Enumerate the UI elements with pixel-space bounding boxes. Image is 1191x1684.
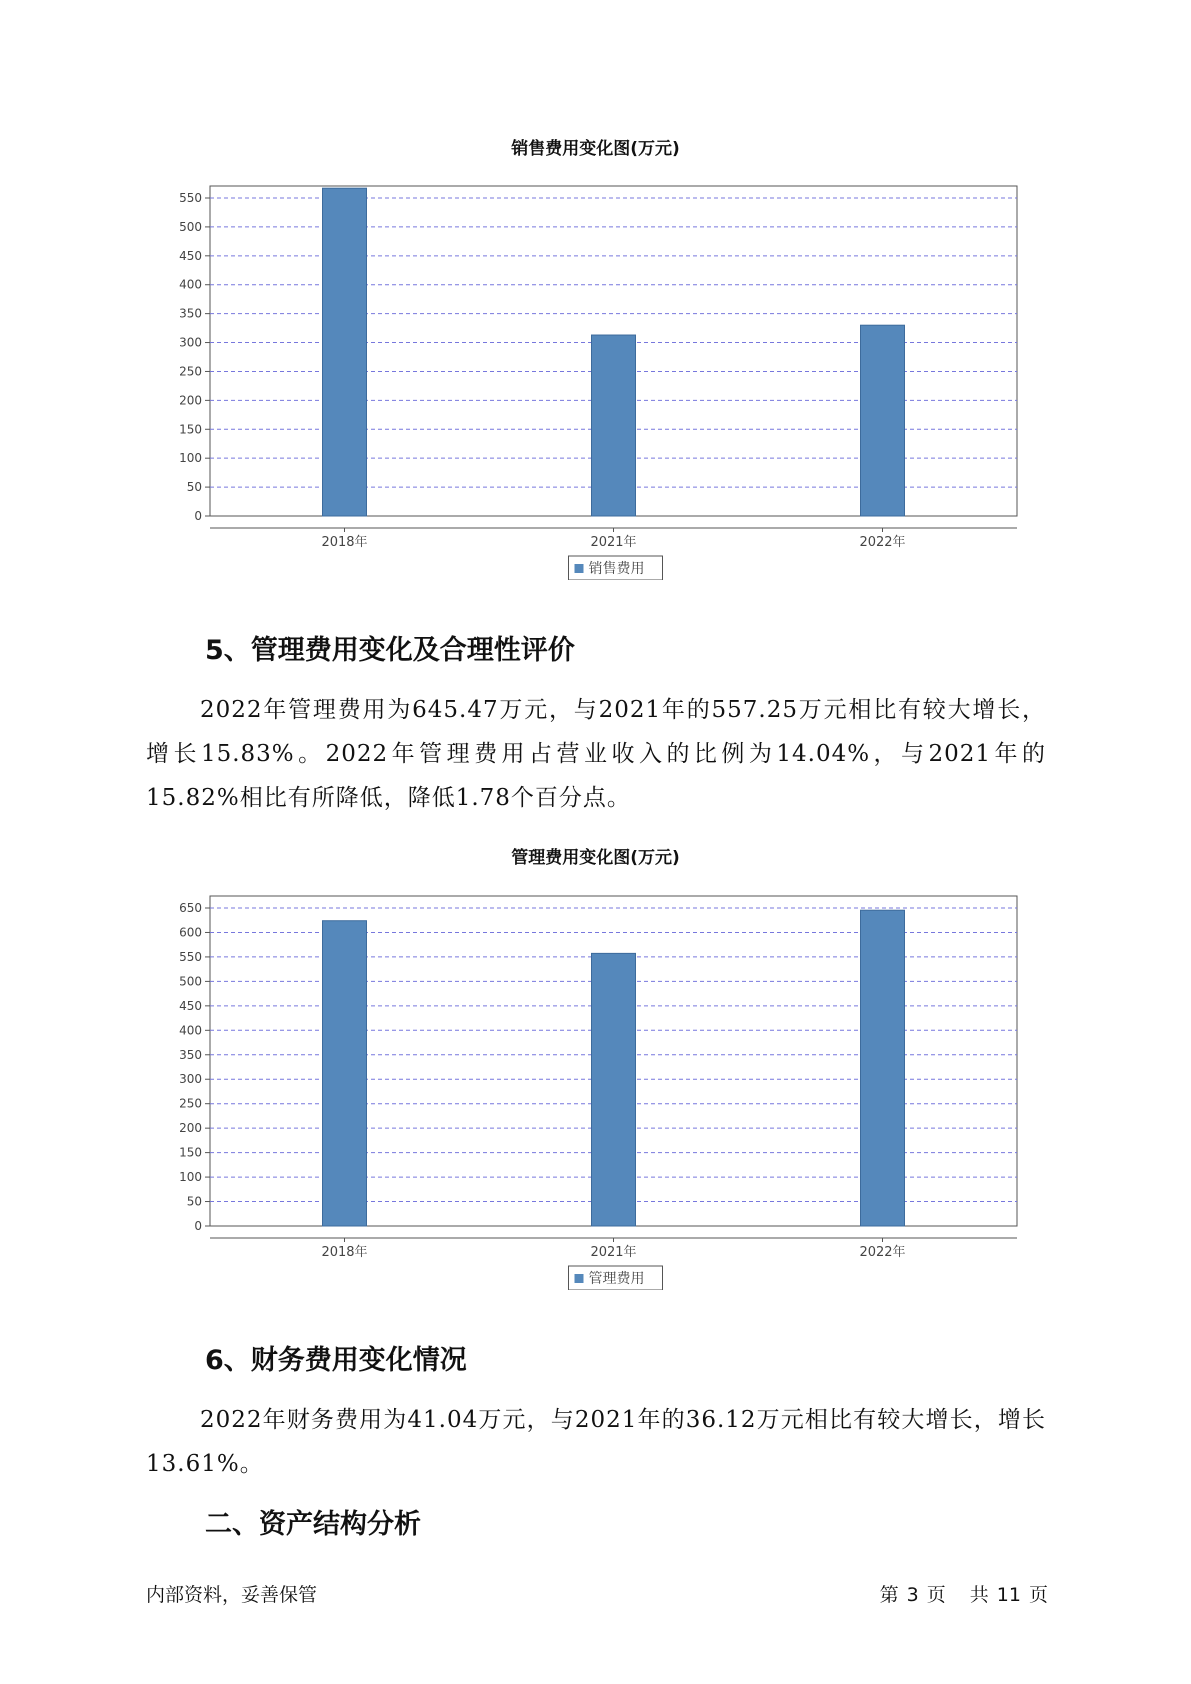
y-tick-label: 50	[186, 1194, 202, 1209]
y-tick-label: 500	[179, 219, 202, 234]
y-tick-label: 200	[179, 1121, 202, 1136]
y-tick-label: 550	[179, 191, 202, 205]
y-tick-label: 450	[179, 998, 202, 1013]
x-tick-label: 2018年	[321, 1245, 368, 1260]
y-tick-label: 500	[179, 974, 202, 989]
y-tick-label: 250	[179, 364, 202, 379]
admin-expense-chart	[0, 880, 1191, 1290]
x-tick-label: 2022年	[859, 1245, 906, 1260]
y-tick-label: 100	[179, 451, 202, 466]
x-tick-label: 2021年	[590, 535, 637, 550]
bar	[861, 325, 905, 516]
y-tick-label: 150	[179, 422, 202, 437]
y-tick-label: 50	[186, 480, 202, 495]
y-tick-label: 150	[179, 1145, 202, 1160]
y-tick-label: 300	[179, 1072, 202, 1087]
x-tick-label: 2018年	[321, 535, 368, 550]
y-tick-label: 350	[179, 306, 202, 321]
legend-label: 管理费用	[588, 1271, 645, 1287]
footer-total-label-2: 页	[1028, 1584, 1048, 1606]
x-tick-label: 2022年	[859, 535, 906, 550]
section-6-heading: 6、财务费用变化情况	[205, 1345, 467, 1376]
admin-chart-title: 管理费用变化图(万元)	[511, 848, 680, 868]
bar	[323, 188, 367, 516]
y-tick-label: 450	[179, 248, 202, 263]
sales-chart-title: 销售费用变化图(万元)	[511, 139, 680, 159]
y-tick-label: 300	[179, 335, 202, 350]
footer-page-num: 3	[906, 1584, 919, 1606]
bar	[861, 910, 905, 1226]
section-two-heading: 二、资产结构分析	[205, 1509, 421, 1540]
section-6-paragraph: 2022年财务费用为41.04万元，与2021年的36.12万元相比有较大增长，增长13.61%。	[146, 1407, 1046, 1477]
footer-total-num: 11	[996, 1584, 1021, 1606]
y-tick-label: 400	[179, 277, 202, 292]
bar	[323, 921, 367, 1226]
footer-confidential-note: 内部资料，妥善保管	[146, 1584, 318, 1606]
y-tick-label: 0	[194, 1219, 202, 1233]
legend-swatch	[575, 564, 584, 573]
footer-total-label-1: 共	[969, 1584, 989, 1606]
bar	[592, 335, 636, 516]
x-tick-label: 2021年	[590, 1245, 637, 1260]
footer-page-label-2: 页	[926, 1584, 946, 1606]
legend-swatch	[575, 1274, 584, 1283]
section-5-heading: 5、管理费用变化及合理性评价	[205, 635, 575, 666]
bar	[592, 953, 636, 1226]
footer-page-number	[872, 1580, 1048, 1607]
y-tick-label: 0	[194, 509, 202, 523]
y-tick-label: 400	[179, 1023, 202, 1038]
legend-label: 销售费用	[588, 561, 645, 577]
sales-expense-chart	[0, 170, 1191, 580]
y-tick-label: 250	[179, 1096, 202, 1111]
y-tick-label: 600	[179, 925, 202, 940]
y-tick-label: 100	[179, 1170, 202, 1185]
y-tick-label: 650	[179, 901, 202, 915]
section-5-paragraph: 2022年管理费用为645.47万元，与2021年的557.25万元相比有较大增长，增长15.83%。2022年管理费用占营业收入的比例为14.04%，与2021年的15.82%相比有所降低，降低1.78个百分点。	[146, 697, 1046, 811]
y-tick-label: 550	[179, 949, 202, 964]
footer-page-label-1: 第	[879, 1584, 899, 1606]
y-tick-label: 350	[179, 1047, 202, 1062]
y-tick-label: 200	[179, 393, 202, 408]
